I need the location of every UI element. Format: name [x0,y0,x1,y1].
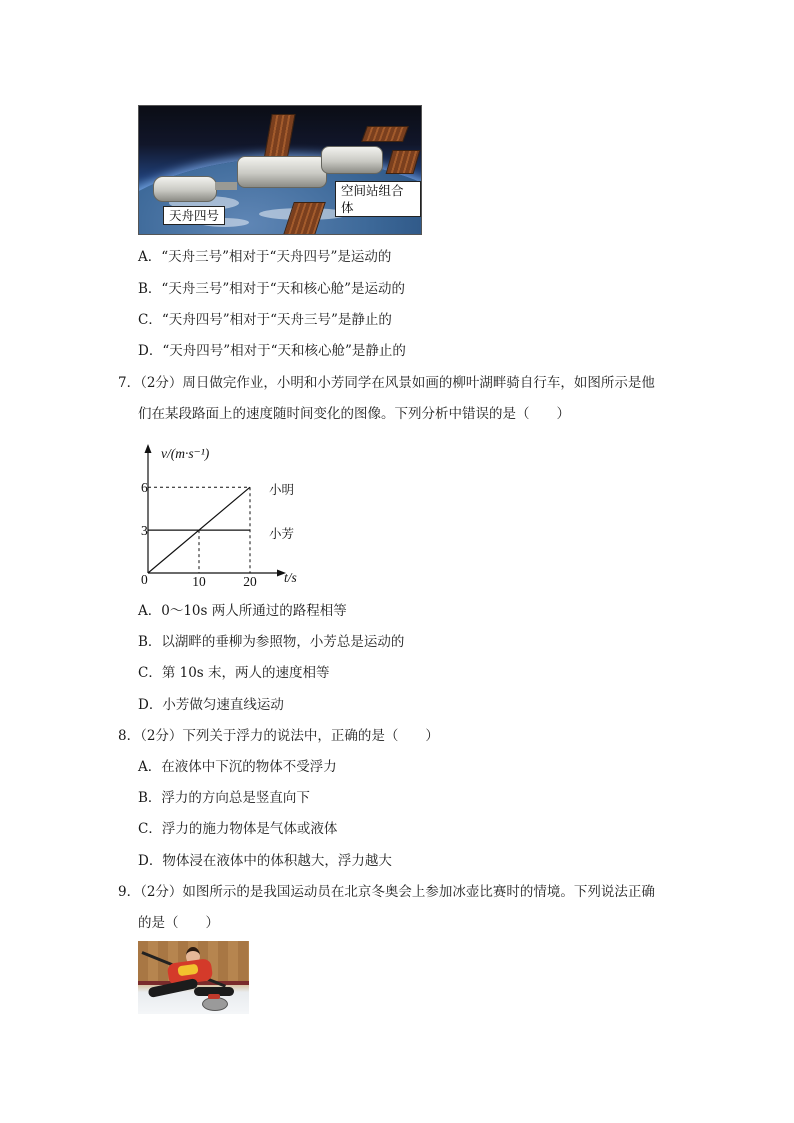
series-xiaoming-label: 小明 [269,482,295,497]
space-station-photo [138,105,422,235]
q7-option-c: C．第 10s 末，两人的速度相等 [138,665,330,681]
q6-option-d: D．“天舟四号”相对于“天和核心舱”是静止的 [138,343,406,359]
q7-option-b: B．以湖畔的垂柳为参照物，小芳总是运动的 [138,634,405,650]
q6-option-b: B．“天舟三号”相对于“天和核心舱”是运动的 [138,281,406,297]
solar-panel [361,126,409,142]
q8-option-b: B．浮力的方向总是竖直向下 [138,790,310,806]
q6-option-c: C．“天舟四号”相对于“天舟三号”是静止的 [138,312,392,328]
x-tick-label: 10 [192,574,206,589]
x-axis-label: t/s [284,570,297,585]
q7-option-d: D．小芳做匀速直线运动 [138,697,284,713]
q6-option-a: A．“天舟三号”相对于“天舟四号”是运动的 [138,249,392,265]
q9-stem-line2: 的是（ ） [138,915,219,931]
tianzhou-4-label: 天舟四号 [163,206,225,225]
q8-option-d: D．物体浸在液体中的体积越大，浮力越大 [138,853,392,869]
solar-panel [386,150,421,174]
station-lab-module [321,146,383,174]
x-tick-label: 20 [243,574,257,589]
y-axis-arrow [145,444,152,453]
origin-label: 0 [141,572,148,587]
station-complex-label: 空间站组合体 [335,181,421,217]
series-xiaofang-label: 小芳 [269,526,295,541]
velocity-time-graph [138,440,318,590]
curling-athlete-photo [138,941,249,1014]
q7-stem-line2: 们在某段路面上的速度随时间变化的图像。下列分析中错误的是（ ） [138,406,570,422]
q8-stem: 8．（2分）下列关于浮力的说法中，正确的是（ ） [118,728,439,744]
q9-stem-line1: 9．（2分）如图所示的是我国运动员在北京冬奥会上参加冰壶比赛时的情境。下列说法正确 [118,884,655,900]
q8-option-c: C．浮力的施力物体是气体或液体 [138,821,338,837]
y-tick-label: 3 [141,523,148,539]
q7-stem-line1: 7．（2分）周日做完作业，小明和小芳同学在风景如画的柳叶湖畔骑自行车，如图所示是他 [118,375,655,391]
q8-option-a: A．在液体中下沉的物体不受浮力 [138,759,337,775]
q7-option-a: A．0～10s 两人所通过的路程相等 [138,603,347,619]
tianzhou-4-module [153,176,217,202]
station-core-module [237,156,327,188]
y-axis-label: v/(m·s⁻¹) [161,446,210,461]
y-tick-label: 6 [141,480,148,496]
